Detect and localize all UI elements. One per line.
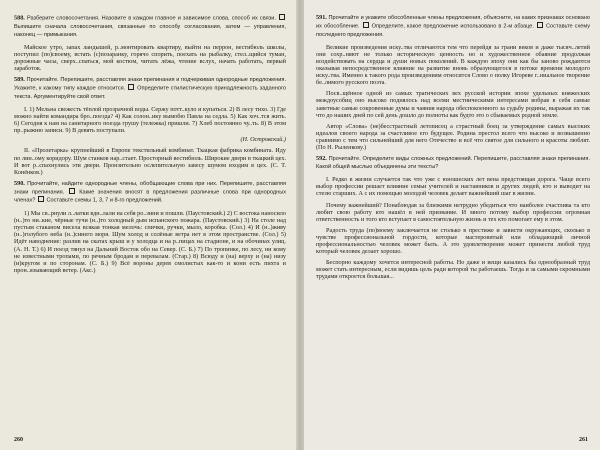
exercise-591-paragraph-3: Автор «Слова» (не)бесстрастный летописец а страстный боец за утверждение самых высоких идеалов своего народа за счастливое его будущее. Родина престол всего что высоко и возвышенно сравнимо с тем что сильнейший для него Отечество и всё что святое для сильного и красоты люблят. (По Н. Рыленкову.) [316, 122, 590, 151]
exercise-instruction: Разберите словосочетания. Назовите в каждом главное и зависимое слова, способ их связи. [26, 15, 276, 22]
exercise-592-paragraph-3: Радость труда (по)моему заключается не столько в престиже и зависти окружающих, сколько в чувстве профессиональной гордости, которые мастеровитый или обладающий личной профессиональностью человек может быть. А это удовлетворение может принести любой труд который человек делает хорошо. [316, 226, 590, 256]
book-gutter [296, 0, 304, 450]
exercise-subtask-2: Составьте схемы 1, 3, 7 и 8-го предложений. [46, 197, 163, 204]
right-page [304, 0, 600, 450]
author-credit: (Н. Островский.) [240, 136, 286, 144]
task-box-icon [279, 14, 285, 20]
exercise-592-paragraph-2: Почему важнейший? Понаблюдав за близкими нетрудно убедиться что наиболее счастлива та кто любит свою работу кто нашёл в ней призвание. И много потому выбор профессии огромная ответственность и того кто вступает в самостоятельную жизнь и тех кто помогает ему в этом. [316, 201, 590, 223]
exercise-589 [14, 76, 286, 101]
exercise-subtask: Определите стилистическую принадлежность заданного текста. Аргументируйте свой ответ. [14, 85, 287, 100]
exercise-number: 588. [14, 14, 25, 22]
left-page [0, 0, 296, 450]
exercise-588 [14, 14, 286, 39]
exercise-588-text: Майское утро, запах ландышей, р..монтировать квартиру, выйти на перрон, вестибюль школы, поступил (по)своему, встать (с)позаранку, горячо спорить, поехать на рыбалку, стел..щийся туман, дорожные часы, сверх..спаться, мой костюм, читать лёжа, чтение вслух, начать работать, первый заработок. [14, 43, 286, 73]
exercise-number: 591. [316, 14, 327, 21]
exercise-592-paragraph-4: Беспорно каждому хочется интересной работы. Но даже и вещи казались бы однообразный труд может стать интересным, если видишь цель ради которой ты работаешь. Тогда и за самыми скромными трудами откроется большая... [316, 259, 590, 281]
task-box-icon [128, 84, 134, 90]
exercise-instruction: Прочитайте. Определите виды сложных предложений. Перепишите, расставляя знаки препинания. Какой общей мыслью объединены эти тексты? [316, 156, 591, 171]
exercise-591-paragraph-2: Посв..щённое одной из самых трагических вех русской истории эпохе удельных княжеских междоусобиц оно высоко поднялось над всеми местническими интересами вобрав в себя самые заветные самые сокровенные думы и чаяния народа обеспокоенного за судьбу родины, выражая их так что до наших дней по сей день дошло до полноты как будто это о сбываемых родной земле. [316, 90, 590, 119]
exercise-instruction: Прочитайте. Перепишите, расставляя знаки препинания и подчеркивая однородные предложения. Укажите, к какому типу каждое относится. [14, 77, 287, 92]
exercise-589-part2: II. «Пролетарка» крупнейший в Европе текстильный комбинат. Ткацкая фабрика комбината. Иду по лин..ому коридору. Шум станков нар..стает. Просторный вестибюль. Широкие двери в ткацкий цех. И вот р..спахнулись эти двери. Пронзительно ослепительную завесу шумом входим в цех. (С. Т. Конёнков.) [14, 147, 286, 176]
exercise-592 [316, 155, 590, 171]
exercise-subtask: Какие значения вносят в предложения различные слова при однородных членах? [14, 189, 287, 204]
exercise-589-part1: I. 1) Мельна свежесть тёплой прозрачной воды. Сержу потт..куло и купаться. 2) В лесу тихо. 3) Где можно найти командира бро..поезда? 4) Как солон..ику вымобю Павла на седла. 5) Как хоч..тся жить. 6) Сегодня к нам на санитарного поезда грушу (тележка) пришли. 7) Хлеб постоянно чу..ть. 8) В этом пр..рыжню записи. 9) В девять поступали. [14, 105, 286, 135]
task-box-icon [537, 22, 543, 28]
exercise-591-paragraph-1: Великие произведения иску..тва отличаются тем что перейдя за грани веков и даже тысяч..летий они сохр..няют не только историческую ценность но и художественное обаяние продолжая воздействовать на сердца и души новых поколений. В каждую эпоху они как бы заново рождаются оказывая непосредственное влияние на развитие вновь образующегося в потоке времени молодого иску..тва. Именно к такого рода произведениям относится Слово о полку Игореве г..ниальное творение бе..лимого русского поэта. [316, 43, 590, 87]
exercise-subtask-2: Составьте схему последнего предложения. [316, 23, 591, 38]
exercise-subtask: Выпишите сначала словосочетания, связанные по способу согласования, затем — управления, наконец — примыкания. [14, 23, 286, 38]
task-box-icon [38, 196, 44, 202]
task-box-icon [363, 22, 369, 28]
exercise-592-part1: I. Редко в жизни случается так что уже с юношеских лет вена предстоящая дорога. Чаще всего выбор профессии решает влияние семьи учителей и наставников и других людей, кто и выводит на стезю старших. А с их помощью молодой человек делает важнейший шаг в жизни. [316, 176, 590, 198]
exercise-590-text: 1) Мы св..рнули л..латки вдн..лали на себя ро..зини и пошли. (Паустовский.) 2) С востока наносило (н..)то ни..кие, чёрные тучи (н..)то холодный дым испанского пожара. (Паустовский.) 3) На столе над пустым стаканом висела всякая тонкая мелочь: спички, ручки, мыло, коробка. (Сол.) 4) И (н..)живу (н..)голубого неба (н..)синего моря. Шум холод и солёные ветра нет в этом пространстве. (Сол.) 5) Идёт наводнение: разлив на скатах крыш и у холодца и на р..пицах на стадионе, и на обочинах улиц. (А. Н. Т.) 6) И поезд тянул на Дальний Восток обо на Север. (С. Б.) 7) По тропинке, по лесу, ни кому не известными тропами, по речным бродам и перевалам. (Стар.) 8) Всюду и (на) верху и (на) низу (и)кругом и по сторонам. (С. Б.) 9) Всё вороны дерев смолистых как-то и кони есть пихта и прон..язывающий ветер. (Акс.) [14, 210, 286, 274]
exercise-number: 590. [14, 179, 25, 187]
exercise-591 [316, 14, 590, 39]
exercise-instruction: Прочитайте и укажите обособленные члены предложения, объясните, на каких признаках основано их обособление. [316, 15, 591, 30]
exercise-590 [14, 180, 286, 205]
exercise-number: 592. [316, 155, 327, 163]
page-number-right: 261 [579, 436, 588, 443]
task-box-icon [69, 188, 75, 194]
page-number-left: 260 [14, 436, 23, 443]
exercise-instruction: Прочитайте, найдите однородные члены, обобщающие слова при них. Перепишите, расставляя знаки препинания. [14, 180, 286, 196]
exercise-subtask: Определите, какое предложение использовано в 2-м абзаце. [371, 23, 534, 30]
exercise-number: 589. [14, 76, 25, 84]
